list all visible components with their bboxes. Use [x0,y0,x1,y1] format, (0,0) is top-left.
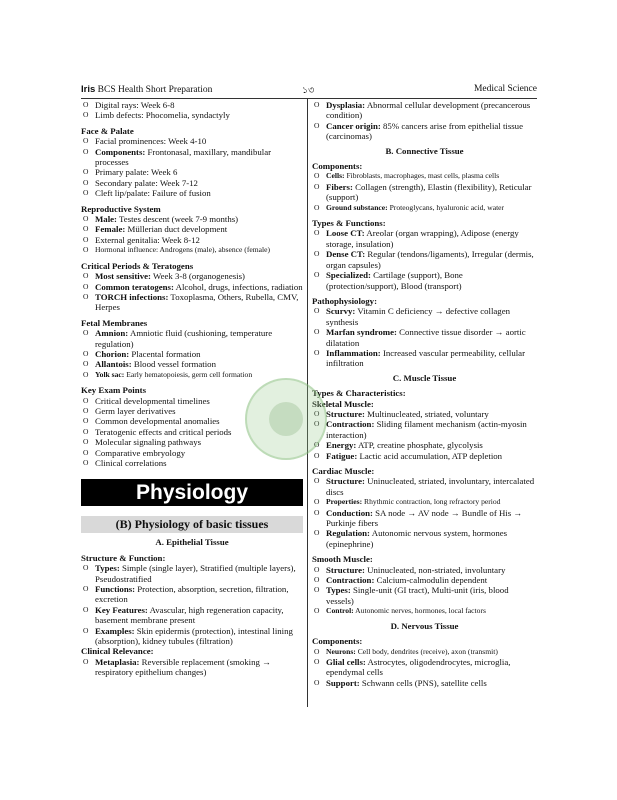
bullet-item [312,249,537,270]
bullet-term: Components: [95,146,146,157]
bullet-text: Müllerian duct development [125,224,228,235]
bullet-term: Specialized: [326,270,371,281]
bullet-text: Skin epidermis (protection), intestinal lining (absorption), kidney tubules (filtration) [95,625,293,647]
bullet-list [312,100,537,142]
bullet-term: Loose CT: [326,228,365,239]
bullet-list [81,328,303,380]
bullet-item [312,451,537,461]
bullet-item [81,136,303,146]
bullet-item [312,647,537,657]
bullet-item [312,440,537,450]
section-heading: Skeletal Muscle: [312,398,374,409]
bullet-list [81,136,303,198]
bullet-list [312,476,537,549]
bullet-item [312,497,537,507]
document-page [81,83,537,688]
bullet-term: Common teratogens: [95,281,174,292]
bullet-text: Early hematopoiesis, germ cell formation [124,369,253,379]
bullet-text: Amniotic fluid (cushioning, temperature regulation) [95,328,273,349]
bullet-text: Molecular signaling pathways [95,437,202,448]
bullet-text: Abnormal cellular development (precancerous condition) [326,100,531,121]
bullet-list [81,657,303,678]
bullet-text: Facial prominences: Week 4-10 [95,136,207,147]
section-heading: Cardiac Muscle: [312,466,375,476]
bullet-term: Metaplasia: [95,656,140,667]
bullet-text: Blood vessel formation [131,359,216,370]
bullet-item [312,182,537,203]
bullet-term: Examples: [95,625,135,636]
bullet-item [81,271,303,281]
bullet-term: Structure: [326,408,365,419]
bullet-text: Primary palate: Week 6 [95,167,178,178]
bullet-term: Support: [326,677,360,688]
bullet-item [312,565,537,575]
section-heading: Fetal Membranes [81,317,148,328]
bullet-term: Allantois: [95,359,132,370]
section-heading: Key Exam Points [81,385,146,396]
bullet-item [81,626,303,647]
bullet-term: Fibers: [326,181,353,192]
bullet-text: SA node → AV node → Bundle of His → Purkinje fibers [326,507,523,529]
bullet-item [81,188,303,198]
bullet-item [312,678,537,688]
bullet-item [312,419,537,440]
section-heading: Types & Functions: [312,218,386,229]
bullet-item [312,270,537,291]
bullet-list [312,647,537,689]
bullet-list [312,565,537,617]
header-section: Medical Science [473,84,537,94]
bullet-text: Autonomic nervous system, hormones (epinephrine) [326,528,508,549]
bullet-item [81,147,303,168]
bullet-term: Chorion: [95,348,130,359]
bullet-item [81,458,303,468]
bullet-term: Glial cells: [326,656,366,667]
bullet-text: Vitamin C deficiency → defective collagen synthesis [326,306,510,327]
bullet-text: Uninucleated, striated, involuntary, intercalated discs [326,476,535,497]
bullet-item [81,605,303,626]
bullet-text: Cell body, dendrites (receive), axon (transmit) [355,646,498,656]
bullet-item [312,203,537,213]
bullet-text: 85% cancers arise from epithelial tissue (carcinomas) [326,120,523,142]
section-heading: Pathophysiology: [312,295,378,306]
bullet-item [81,282,303,292]
bullet-term: Key Features: [95,604,148,615]
bullet-text: Simple (single layer), Stratified (multiple layers), Pseudostratified [95,563,296,584]
bullet-item [81,359,303,369]
bullet-term: Cells: [326,171,345,181]
bullet-item [81,224,303,234]
nervous-title: D. Nervous Tissue [390,620,459,631]
bullet-item [81,328,303,349]
bullet-text: Schwann cells (PNS), satellite cells [359,677,487,688]
bullet-item [81,100,303,110]
bullet-text: Protection, absorption, secretion, filtration, excretion [95,584,289,605]
section-heading: Reproductive System [81,203,161,214]
bullet-item [312,528,537,549]
bullet-item [312,100,537,121]
page-number: ১৩ [302,86,315,96]
bullet-text: Calcium-calmodulin dependent [374,575,488,586]
bullet-term: Fatigue: [326,450,358,461]
bullet-text: Digital rays: Week 6-8 [95,100,175,110]
header-brand: Iris BCS Health Short Preparation [81,84,213,95]
bullet-text: Collagen (strength), Elastin (flexibility), Reticular (support) [326,181,532,203]
bullet-text: Reversible replacement (smoking → respiratory epithelium changes) [95,656,271,678]
section-heading: Critical Periods & Teratogens [81,260,194,271]
bullet-term: Contraction: [326,575,375,586]
bullet-term: Scurvy: [326,306,356,317]
bullet-text: Frontonasal, maxillary, mandibular processes [95,146,272,168]
bullet-text: Proteoglycans, hyaluronic acid, water [387,202,505,212]
bullet-text: Multinucleated, striated, voluntary [364,408,489,419]
bullet-item [312,476,537,497]
epithelial-title: A. Epithelial Tissue [155,537,229,548]
bullet-term: Contraction: [326,419,375,430]
bullet-item [81,370,303,380]
bullet-text: Toxoplasma, Others, Rubella, CMV, Herpes [95,291,299,313]
bullet-text: Secondary palate: Week 7-12 [95,177,198,188]
bullet-item [81,110,303,120]
bullet-item [312,409,537,419]
bullet-item [312,575,537,585]
bullet-item [81,167,303,177]
bullet-term: Male: [95,214,117,225]
bullet-term: Dense CT: [326,249,366,260]
bullet-term: Neurons: [326,646,356,656]
section-heading: Components: [312,636,363,647]
bullet-text: Cleft lip/palate: Failure of fusion [95,188,211,199]
bullet-text: Common developmental anomalies [95,416,220,427]
bullet-item [81,235,303,245]
bullet-item [81,178,303,188]
bullet-term: Dysplasia: [326,100,366,110]
bullet-item [81,584,303,605]
bullet-item [312,348,537,369]
bullet-item [81,292,303,313]
bullet-term: Yolk sac: [95,369,125,379]
bullet-text: Limb defects: Phocomelia, syndactyly [95,110,230,121]
bullet-item [312,327,537,348]
bullet-item [312,171,537,181]
section-heading: Types & Characteristics: [312,388,406,399]
bullet-item [312,306,537,327]
bullet-term: Female: [95,224,126,235]
bullet-item [81,349,303,359]
bullet-text: Astrocytes, oligodendrocytes, microglia, ependymal cells [326,656,511,678]
section-heading: Smooth Muscle: [312,554,373,565]
bullet-text: Uninucleated, non-striated, involuntary [364,564,506,575]
bullet-text: Germ layer derivatives [95,405,176,416]
bullet-text: Hormonal influence: Androgens (male), absence (female) [95,245,271,255]
bullet-term: Inflammation: [326,347,381,358]
bullet-text: Clinical correlations [95,458,167,468]
bullet-term: Ground substance: [326,202,388,212]
bullet-text: Comparative embryology [95,447,186,458]
bullet-text: Teratogenic effects and critical periods [95,426,232,437]
bullet-text: Single-unit (GI tract), Multi-unit (iris, blood vessels) [326,585,509,606]
bullet-list [81,271,303,313]
bullet-text: Sliding filament mechanism (actin-myosin interaction) [326,419,527,440]
bullet-item [81,214,303,224]
bullet-term: Types: [326,585,351,596]
bullet-term: Marfan syndrome: [326,327,397,338]
bullet-item [81,563,303,584]
section-heading: Clinical Relevance: [81,646,154,657]
bullet-term: Conduction: [326,507,373,518]
bullet-term: Properties: [326,497,363,507]
bullet-text: Cartilage (support), Bone (protection/support), Blood (transport) [326,270,463,291]
subsection-title: (B) Physiology of basic tissues [81,516,303,533]
section-heading: Structure & Function: [81,552,166,563]
bullet-text: Autonomic nerves, hormones, local factors [353,606,486,616]
bullet-term: Structure: [326,476,365,487]
bullet-term: Amnion: [95,328,129,339]
bullet-list [312,171,537,213]
bullet-item [312,585,537,606]
bullet-text: Week 3-8 (organogenesis) [150,271,245,282]
bullet-term: Regulation: [326,528,370,539]
section-heading: Components: [312,161,363,172]
bullet-text: Alcohol, drugs, infections, radiation [173,281,303,292]
bullet-item [312,508,537,529]
bullet-text: Regular (tendons/ligaments), Irregular (dermis, organ capsules) [326,249,534,270]
bullet-list [312,306,537,368]
bullet-text: External genitalia: Week 8-12 [95,234,200,245]
bullet-item [312,228,537,249]
bullet-text: Placental formation [129,348,201,359]
bullet-text: Critical developmental timelines [95,395,210,406]
bullet-list [81,563,303,646]
bullet-text: Lactic acid accumulation, ATP depletion [357,450,503,461]
bullet-item [312,657,537,678]
bullet-item [312,121,537,142]
running-header [81,83,537,99]
bullet-item [81,657,303,678]
bullet-term: Structure: [326,564,365,575]
bullet-text: Fibroblasts, macrophages, mast cells, plasma cells [344,171,500,181]
bullet-list [81,100,303,121]
bullet-term: Most sensitive: [95,271,151,282]
bullet-text: Connective tissue disorder → aortic dilatation [326,327,526,348]
bullet-term: Functions: [95,584,136,595]
physiology-banner: Physiology [81,479,303,506]
bullet-list [81,214,303,256]
bullet-term: Types: [95,563,120,574]
bullet-text: Avascular, high regeneration capacity, basement membrane present [95,604,284,626]
bullet-list [312,409,537,461]
bullet-text: Rhythmic contraction, long refractory period [362,497,501,507]
bullet-term: Control: [326,606,354,616]
right-column [312,100,537,688]
bullet-list [312,228,537,290]
bullet-item [312,606,537,616]
bullet-text: ATP, creatine phosphate, glycolysis [356,440,483,451]
bullet-term: Energy: [326,440,357,451]
muscle-title: C. Muscle Tissue [392,372,457,383]
bullet-text: Testes descent (week 7-9 months) [116,214,239,225]
bullet-text: Areolar (organ wrapping), Adipose (energy storage, insulation) [326,228,519,249]
bullet-term: TORCH infections: [95,291,169,302]
connective-title: B. Connective Tissue [385,145,464,156]
bullet-item [81,245,303,255]
section-heading: Face & Palate [81,125,134,136]
bullet-text: Increased vascular permeability, cellular infiltration [326,347,526,369]
watermark-seal [245,378,327,460]
bullet-term: Cancer origin: [326,120,381,131]
